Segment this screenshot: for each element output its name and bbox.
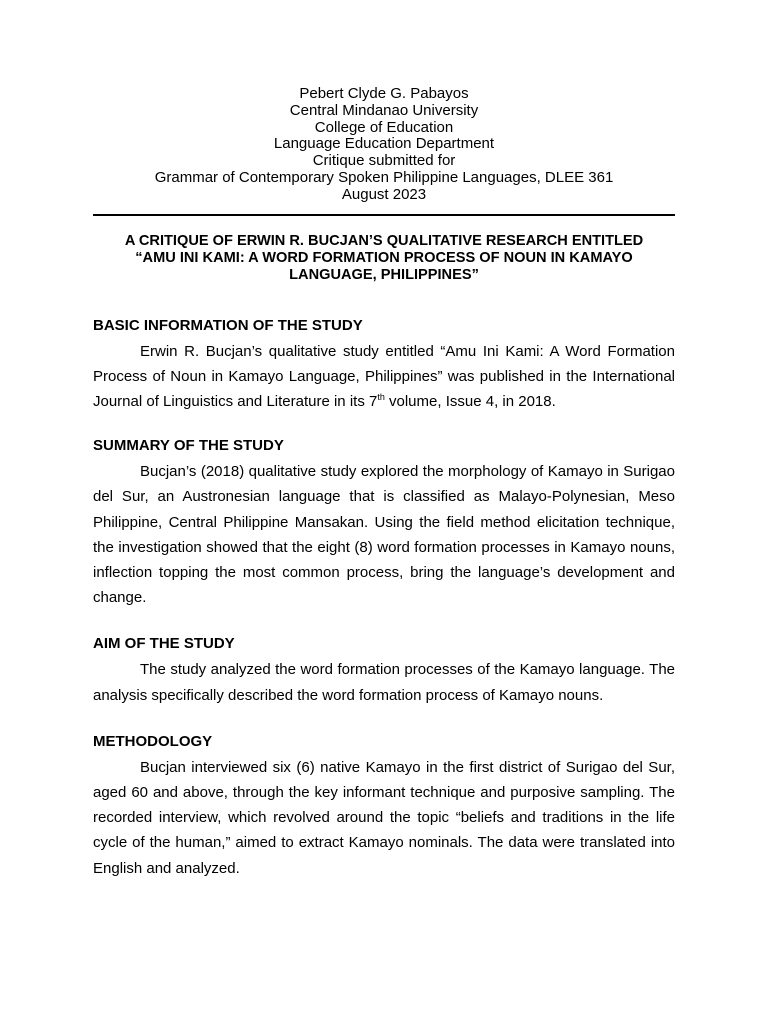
section-heading-summary: SUMMARY OF THE STUDY [93,437,284,455]
document-header [93,86,675,204]
section-basic-information [93,317,675,415]
section-body-summary: Bucjan’s (2018) qualitative study explored the morphology of Kamayo in Surigao del Sur, an Austronesian language that is classified as Malayo-Polynesian, Meso Philippine, Central Philippine Mansakan. Using the field method elicitation technique, the investigation showed that the eight (8) word formation processes in Kamayo nouns, inflection topping the most common process, bring the language’s development and change. [93,463,675,607]
college-name: College of Education [314,118,454,136]
section-body-methodology: Bucjan interviewed six (6) native Kamayo in the first district of Surigao del Sur, aged 60 and above, through the key informant technique and purposive sampling. The recorded interview, which revolved around the topic “beliefs and traditions in the life cycle of the human,” aimed to extract Kamayo nominals. The data were translated into English and analyzed. [93,758,675,877]
submission-note: Critique submitted for [312,152,456,170]
section-body-basic-information [93,339,675,415]
section-heading-basic-information: BASIC INFORMATION OF THE STUDY [93,316,363,334]
section-body-aim: The study analyzed the word formation processes of the Kamayo language. The analysis specifically described the word formation process of Kamayo nouns. [93,661,675,704]
department-name: Language Education Department [273,135,495,153]
basic-body-text: Erwin R. Bucjan’s qualitative study entitled “Amu Ini Kami: A Word Formation Process of Noun in Kamayo Language, Philippines” was published in the International Journal of Linguistics and Literature in its 7 [93,342,675,410]
course-name: Grammar of Contemporary Spoken Philippine Languages, DLEE 361 [154,168,614,186]
title-line-3: LANGUAGE, PHILIPPINES” [289,266,479,283]
author-name: Pebert Clyde G. Pabayos [299,85,469,102]
section-methodology [93,733,675,881]
title-line-1: A CRITIQUE OF ERWIN R. BUCJAN’S QUALITATIVE RESEARCH ENTITLED [124,232,644,249]
section-heading-methodology: METHODOLOGY [93,732,213,750]
section-aim [93,635,675,707]
ordinal-suffix: th [377,391,385,402]
university-name: Central Mindanao University [289,101,479,119]
section-summary [93,437,675,610]
document-title [93,233,675,284]
basic-body-text-end: volume, Issue 4, in 2018. [384,392,556,410]
header-divider [93,214,675,216]
document-page [93,86,675,881]
section-heading-aim: AIM OF THE STUDY [93,635,235,653]
submission-date: August 2023 [341,185,427,203]
title-line-2: “AMU INI KAMI: A WORD FORMATION PROCESS OF NOUN IN KAMAYO [135,249,633,266]
